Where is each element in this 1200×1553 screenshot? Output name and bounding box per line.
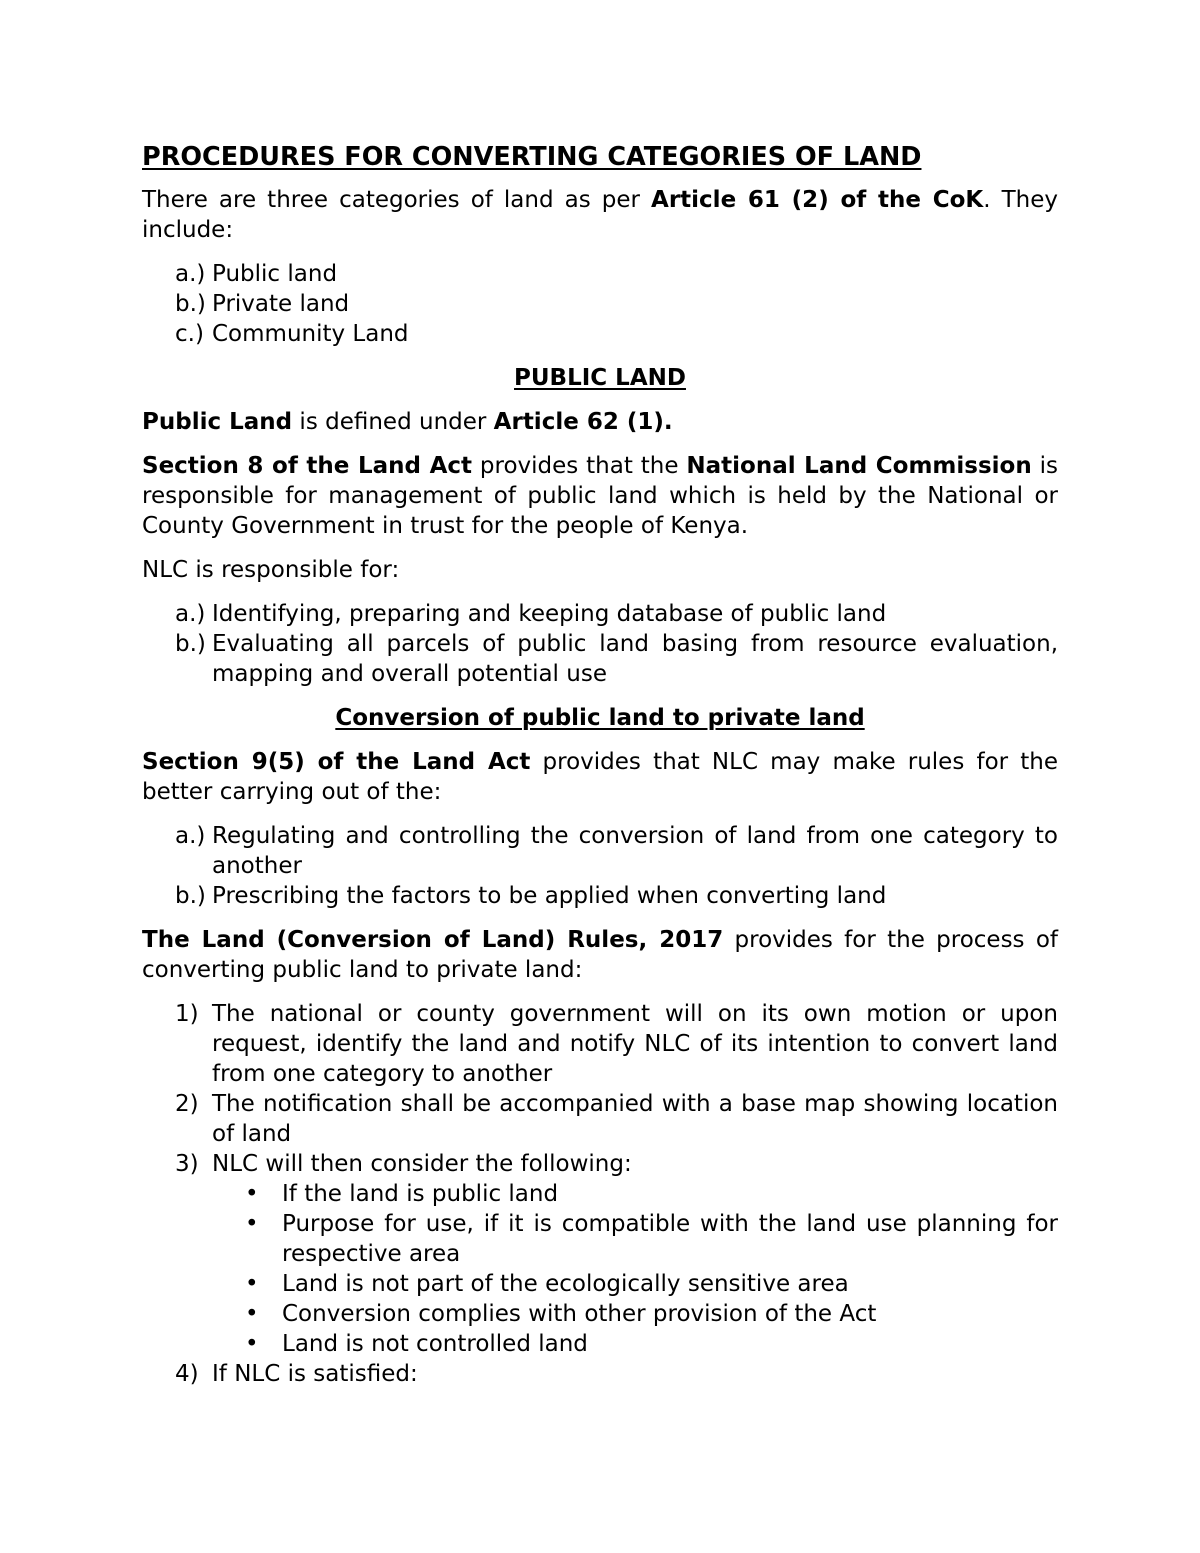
list-item bbox=[212, 1179, 1058, 1209]
list-marker: 2) bbox=[175, 1091, 199, 1117]
bullet-icon: • bbox=[245, 1301, 259, 1327]
list-item-text: Prescribing the factors to be applied when converting land bbox=[212, 883, 887, 909]
list-item bbox=[142, 821, 1058, 881]
list-item-text: Purpose for use, if it is compatible with the land use planning for respective area bbox=[282, 1211, 1058, 1267]
list-item-text: The national or county government will on its own motion or upon request, identify the land and notify NLC of its intention to convert land from one category to another bbox=[212, 1001, 1058, 1087]
list-item-text: If NLC is satisfied: bbox=[212, 1361, 418, 1387]
list-item-text: Regulating and controlling the conversion of land from one category to another bbox=[212, 823, 1058, 879]
list-item bbox=[142, 1149, 1058, 1359]
list-marker: a.) bbox=[175, 601, 206, 627]
list-item bbox=[142, 289, 1058, 319]
list-item bbox=[142, 1089, 1058, 1149]
list-item-text: NLC will then consider the following: bbox=[212, 1151, 632, 1177]
intro-paragraph bbox=[142, 185, 1058, 245]
section-8-paragraph bbox=[142, 451, 1058, 541]
bullet-icon: • bbox=[245, 1181, 259, 1207]
list-item-text: If the land is public land bbox=[282, 1181, 559, 1207]
categories-list bbox=[142, 259, 1058, 349]
list-item-text: Public land bbox=[212, 261, 338, 287]
article-62-ref: Article 62 (1). bbox=[493, 409, 673, 435]
section-9-text: provides that NLC may make rules for the better carrying out of the: bbox=[142, 749, 1058, 805]
section-8-text: provides that the bbox=[472, 453, 687, 479]
list-marker: 3) bbox=[175, 1151, 199, 1177]
conversion-heading: Conversion of public land to private land bbox=[335, 705, 865, 731]
list-item bbox=[212, 1209, 1058, 1269]
intro-article-ref: Article 61 (2) of the CoK bbox=[651, 187, 984, 213]
document-page bbox=[142, 140, 1058, 1403]
list-marker: b.) bbox=[175, 631, 206, 657]
nlc-name: National Land Commission bbox=[686, 453, 1032, 479]
list-item bbox=[142, 259, 1058, 289]
bullet-icon: • bbox=[245, 1331, 259, 1357]
list-item bbox=[142, 319, 1058, 349]
bullet-icon: • bbox=[245, 1271, 259, 1297]
nlc-intro: NLC is responsible for: bbox=[142, 557, 400, 583]
list-item bbox=[212, 1299, 1058, 1329]
bullet-icon: • bbox=[245, 1211, 259, 1237]
list-item bbox=[142, 629, 1058, 689]
list-marker: c.) bbox=[175, 321, 204, 347]
public-land-heading: PUBLIC LAND bbox=[514, 365, 686, 391]
rules-list bbox=[142, 821, 1058, 911]
list-marker: 4) bbox=[175, 1361, 199, 1387]
public-land-definition bbox=[142, 407, 1058, 437]
list-item bbox=[142, 881, 1058, 911]
list-item-text: The notification shall be accompanied with a base map showing location of land bbox=[212, 1091, 1058, 1147]
list-item-text: Community Land bbox=[212, 321, 409, 347]
conversion-rules-text: provides for the process of converting public land to private land: bbox=[142, 927, 1058, 983]
section-9-paragraph bbox=[142, 747, 1058, 807]
page-title: PROCEDURES FOR CONVERTING CATEGORIES OF LAND bbox=[142, 142, 922, 172]
list-item bbox=[142, 599, 1058, 629]
list-marker: b.) bbox=[175, 883, 206, 909]
list-item bbox=[142, 1359, 1058, 1389]
definition-text: is defined under bbox=[292, 409, 494, 435]
list-item-text: Land is not controlled land bbox=[282, 1331, 588, 1357]
section-8-text-end: is responsible for management of public land which is held by the National or County Government in trust for the people of Kenya. bbox=[142, 453, 1058, 539]
list-item-text: Land is not part of the ecologically sensitive area bbox=[282, 1271, 849, 1297]
list-item bbox=[212, 1329, 1058, 1359]
list-item bbox=[142, 999, 1058, 1089]
list-marker: a.) bbox=[175, 261, 206, 287]
public-land-term: Public Land bbox=[142, 409, 293, 435]
nlc-duties-list bbox=[142, 599, 1058, 689]
steps-list bbox=[142, 999, 1058, 1389]
section-9-ref: Section 9(5) of the Land Act bbox=[142, 749, 531, 775]
intro-text-end: . They include: bbox=[142, 187, 1058, 243]
list-item-text: Conversion complies with other provision of the Act bbox=[282, 1301, 877, 1327]
section-8-ref: Section 8 of the Land Act bbox=[142, 453, 472, 479]
list-item-text: Evaluating all parcels of public land basing from resource evaluation, mapping and overall potential use bbox=[212, 631, 1058, 687]
list-item bbox=[212, 1269, 1058, 1299]
list-marker: b.) bbox=[175, 291, 206, 317]
conversion-rules-paragraph bbox=[142, 925, 1058, 985]
intro-text: There are three categories of land as per bbox=[142, 187, 652, 213]
list-item-text: Identifying, preparing and keeping database of public land bbox=[212, 601, 887, 627]
list-marker: 1) bbox=[175, 1001, 199, 1027]
considerations-list bbox=[212, 1179, 1058, 1359]
list-marker: a.) bbox=[175, 823, 206, 849]
list-item-text: Private land bbox=[212, 291, 350, 317]
conversion-rules-ref: The Land (Conversion of Land) Rules, 2017 bbox=[142, 927, 724, 953]
